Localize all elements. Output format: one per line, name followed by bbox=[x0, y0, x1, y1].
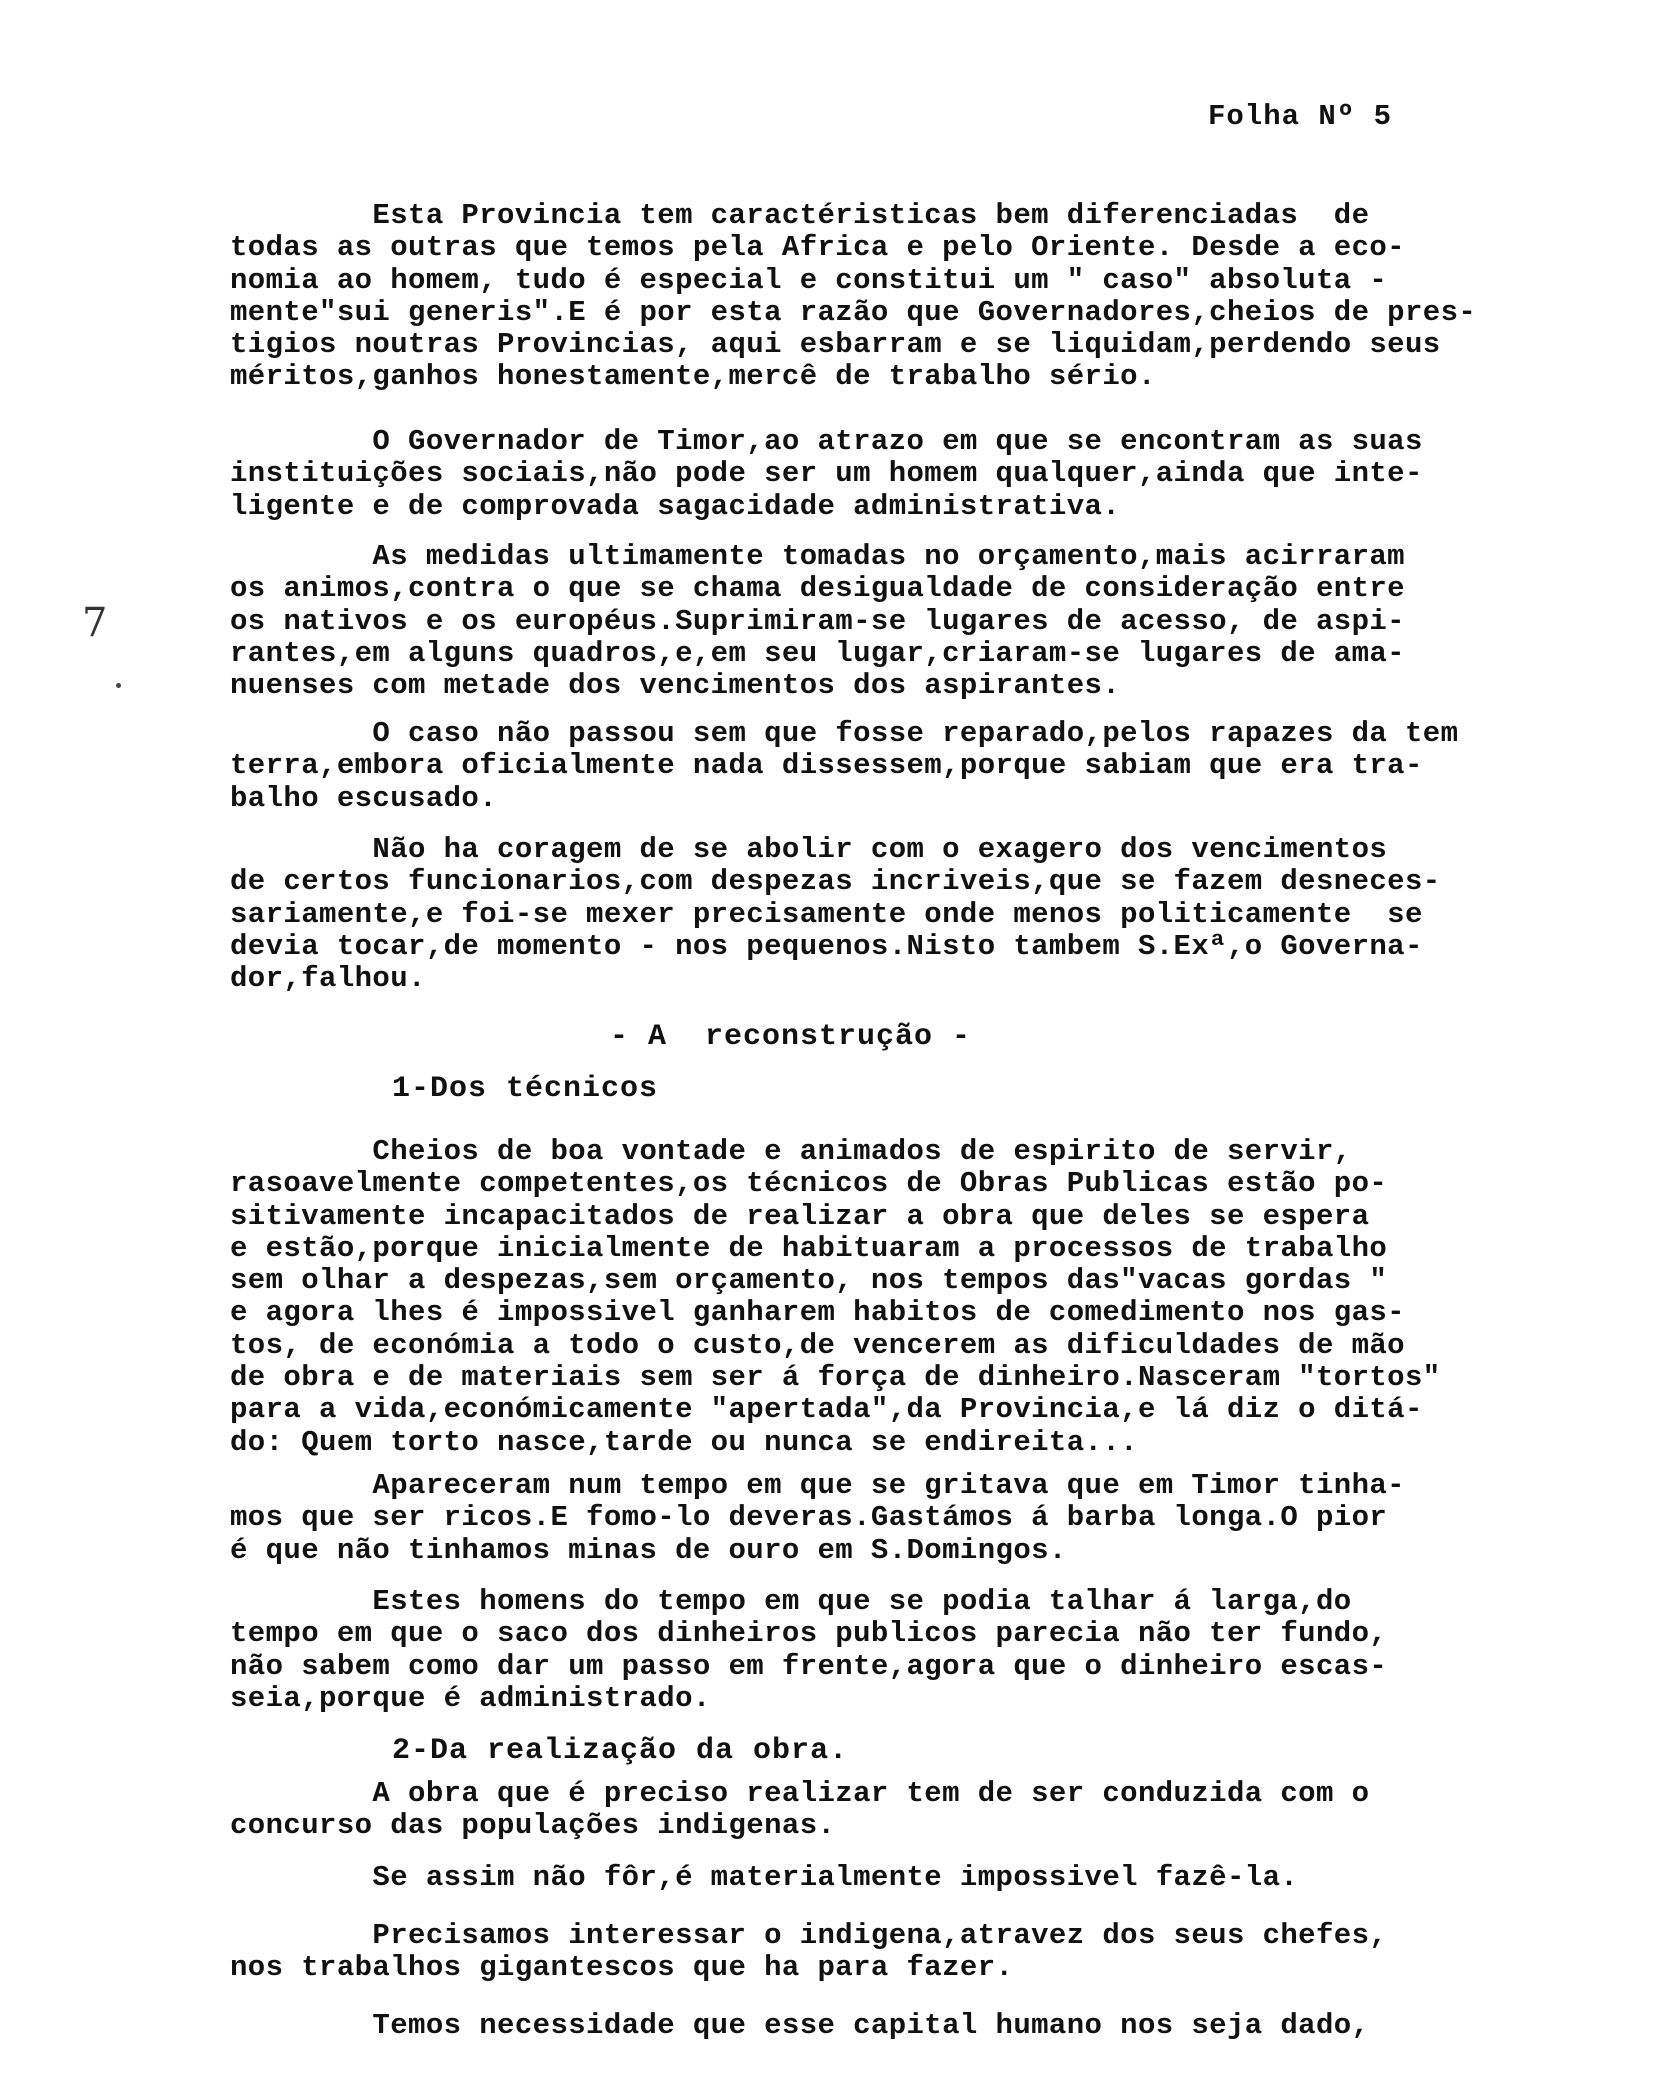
margin-handwritten-mark: 7 bbox=[82, 600, 108, 646]
text-line: instituições sociais,não pode ser um homem qualquer,ainda que inte- bbox=[230, 457, 1423, 491]
text-line: de obra e de materiais sem ser á força de dinheiro.Nasceram "tortos" bbox=[230, 1361, 1441, 1395]
paragraph-2 bbox=[230, 426, 1590, 523]
paragraph-5 bbox=[230, 834, 1590, 995]
text-line: mos que ser ricos.E fomo-lo deveras.Gastámos á barba longa.O pior bbox=[230, 1501, 1388, 1535]
text-line: Precisamos interessar o indigena,atravez dos seus chefes, bbox=[230, 1919, 1388, 1952]
text-line: do: Quem torto nasce,tarde ou nunca se endireita... bbox=[230, 1425, 1138, 1459]
text-line: Cheios de boa vontade e animados de espirito de servir, bbox=[230, 1135, 1352, 1168]
text-line: As medidas ultimamente tomadas no orçamento,mais acirraram bbox=[230, 540, 1405, 573]
text-line: rasoavelmente competentes,os técnicos de Obras Publicas estão po- bbox=[230, 1167, 1388, 1201]
text-line: os animos,contra o que se chama desigualdade de consideração entre bbox=[230, 572, 1405, 606]
text-line: ligente e de comprovada sagacidade administrativa. bbox=[230, 489, 1121, 523]
text-line: e estão,porque inicialmente de habituaram a processos de trabalho bbox=[230, 1231, 1388, 1265]
subsection-heading-2: 2-Da realização da obra. bbox=[392, 1734, 849, 1768]
text-line: sariamente,e foi-se mexer precisamente onde menos politicamente se bbox=[230, 897, 1423, 931]
paragraph-11 bbox=[230, 1920, 1590, 1985]
text-line: devia tocar,de momento - nos pequenos.Nisto tambem S.Exª,o Governa- bbox=[230, 929, 1423, 963]
text-line: mente"sui generis".E é por esta razão que Governadores,cheios de pres- bbox=[230, 295, 1477, 329]
text-line: nos trabalhos gigantescos que ha para fazer. bbox=[230, 1951, 1014, 1985]
text-line: é que não tinhamos minas de ouro em S.Domingos. bbox=[230, 1533, 1067, 1567]
text-line: todas as outras que temos pela Africa e pelo Oriente. Desde a eco- bbox=[230, 231, 1405, 265]
text-line: sem olhar a despezas,sem orçamento, nos tempos das"vacas gordas " bbox=[230, 1264, 1388, 1298]
text-line: tigios noutras Provincias, aqui esbarram e se liquidam,perdendo seus bbox=[230, 328, 1441, 362]
text-line: seia,porque é administrado. bbox=[230, 1681, 711, 1715]
text-line: de certos funcionarios,com despezas incriveis,que se fazem desneces- bbox=[230, 865, 1441, 899]
paragraph-7 bbox=[230, 1470, 1590, 1567]
text-line: O caso não passou sem que fosse reparado,pelos rapazes da tem bbox=[230, 717, 1459, 750]
paragraph-10 bbox=[230, 1862, 1590, 1894]
paragraph-6 bbox=[230, 1136, 1590, 1459]
paragraph-1 bbox=[230, 200, 1590, 394]
text-line: rantes,em alguns quadros,e,em seu lugar,criaram-se lugares de ama- bbox=[230, 636, 1405, 670]
text-line: terra,embora oficialmente nada dissessem,porque sabiam que era tra- bbox=[230, 749, 1423, 783]
margin-dot bbox=[116, 683, 121, 688]
text-line: concurso das populações indigenas. bbox=[230, 1809, 836, 1843]
page-number: Folha Nº 5 bbox=[1208, 100, 1393, 133]
paragraph-9 bbox=[230, 1778, 1590, 1843]
text-line: Apareceram num tempo em que se gritava que em Timor tinha- bbox=[230, 1469, 1405, 1502]
text-line: para a vida,económicamente "apertada",da Provincia,e lá diz o ditá- bbox=[230, 1393, 1423, 1427]
text-line: não sabem como dar um passo em frente,agora que o dinheiro escas- bbox=[230, 1649, 1388, 1683]
text-line: nomia ao homem, tudo é especial e constitui um " caso" absoluta - bbox=[230, 263, 1388, 297]
paragraph-4 bbox=[230, 718, 1590, 815]
text-line: os nativos e os européus.Suprimiram-se lugares de acesso, de aspi- bbox=[230, 604, 1405, 638]
text-line: O Governador de Timor,ao atrazo em que se encontram as suas bbox=[230, 425, 1423, 458]
paragraph-12 bbox=[230, 2010, 1590, 2042]
text-line: Temos necessidade que esse capital humano nos seja dado, bbox=[230, 2009, 1370, 2042]
text-line: tos, de económia a todo o custo,de vencerem as dificuldades de mão bbox=[230, 1328, 1405, 1362]
subsection-heading-1: 1-Dos técnicos bbox=[392, 1072, 659, 1106]
text-line: méritos,ganhos honestamente,mercê de trabalho sério. bbox=[230, 360, 1156, 394]
text-line: balho escusado. bbox=[230, 781, 498, 815]
text-line: e agora lhes é impossivel ganharem habitos de comedimento nos gas- bbox=[230, 1296, 1405, 1330]
text-line: Esta Provincia tem caractéristicas bem diferenciadas de bbox=[230, 199, 1370, 232]
text-line: Estes homens do tempo em que se podia talhar á larga,do bbox=[230, 1585, 1352, 1618]
text-line: Se assim não fôr,é materialmente impossivel fazê-la. bbox=[230, 1861, 1299, 1894]
text-line: nuenses com metade dos vencimentos dos aspirantes. bbox=[230, 669, 1121, 703]
text-line: sitivamente incapacitados de realizar a obra que deles se espera bbox=[230, 1199, 1370, 1233]
section-heading: - A reconstrução - bbox=[610, 1020, 972, 1054]
text-line: dor,falhou. bbox=[230, 962, 426, 996]
paragraph-8 bbox=[230, 1586, 1590, 1715]
text-line: Não ha coragem de se abolir com o exagero dos vencimentos bbox=[230, 833, 1388, 866]
text-line: A obra que é preciso realizar tem de ser conduzida com o bbox=[230, 1777, 1370, 1810]
text-line: tempo em que o saco dos dinheiros publicos parecia não ter fundo, bbox=[230, 1617, 1388, 1651]
paragraph-3 bbox=[230, 541, 1590, 702]
